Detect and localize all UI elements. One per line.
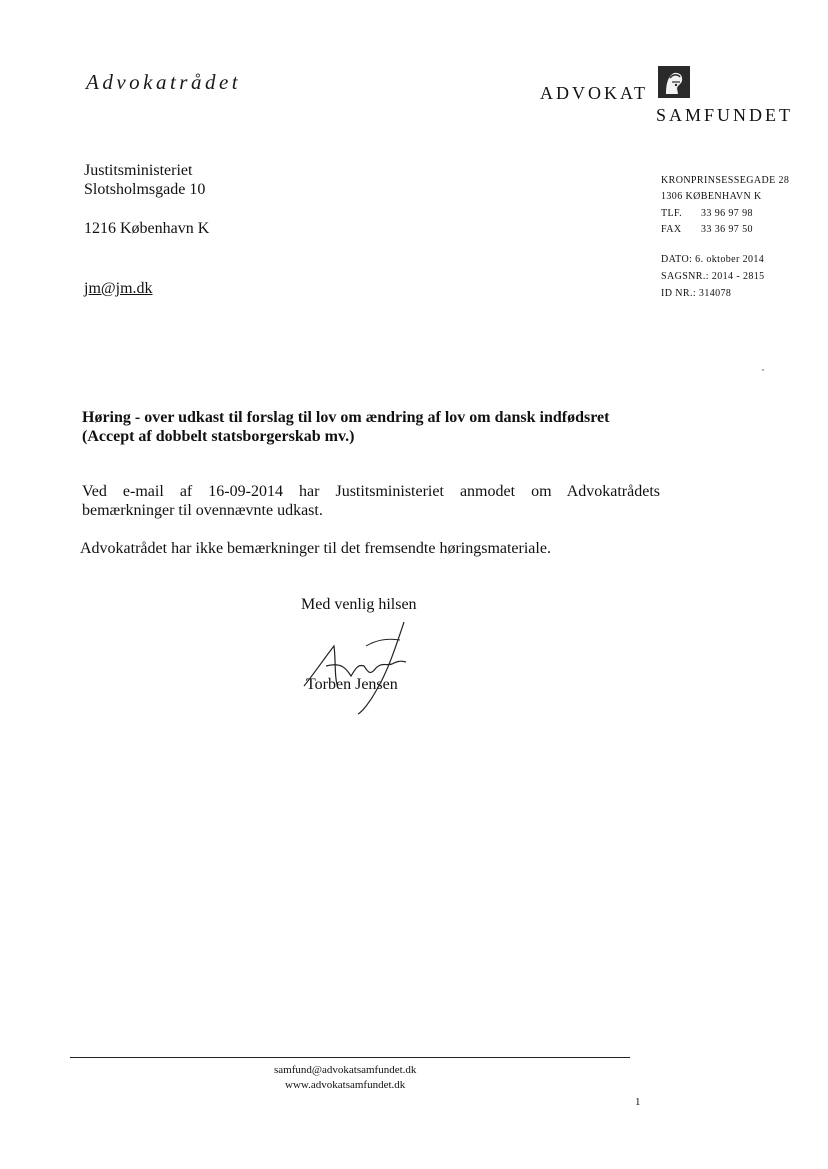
fax-number: 33 36 97 50 [701,224,753,235]
sender-street: KRONPRINSESSEGADE 28 [661,175,790,186]
footer-divider [70,1057,630,1058]
recipient-name: Justitsministeriet [84,162,193,179]
subject-line-2: (Accept af dobbelt statsborgerskab mv.) [82,428,355,445]
footer-website-link[interactable]: www.advokatsamfundet.dk [285,1079,406,1091]
scan-speck [762,369,764,371]
body-paragraph-1: Ved e-mail af 16-09-2014 har Justitsministeriet anmodet om Advokatrådets bemærkninger til ovennævnte udkast. [82,483,660,519]
subject-line-1: Høring - over udkast til forslag til lov om ændring af lov om dansk indfødsret [82,409,610,426]
sender-phone-row [661,208,753,219]
helmet-logo-icon [656,64,692,100]
phone-number: 33 96 97 98 [701,208,753,219]
closing-greeting: Med venlig hilsen [301,596,417,613]
case-number: SAGSNR.: 2014 - 2815 [661,271,765,282]
handwritten-signature [296,616,426,716]
fax-label: FAX [661,224,682,235]
letter-date: DATO: 6. oktober 2014 [661,254,765,265]
letterhead-org-name: Advokatrådet [86,70,242,94]
logo-text-advokat: ADVOKAT [540,83,648,103]
page-number: 1 [635,1096,641,1108]
id-number: ID NR.: 314078 [661,288,732,299]
recipient-city: 1216 København K [84,220,210,237]
phone-label: TLF. [661,208,683,219]
signatory-name: Torben Jensen [306,676,398,693]
sender-fax-row [661,224,753,235]
body-paragraph-2: Advokatrådet har ikke bemærkninger til det fremsendte høringsmateriale. [80,540,551,557]
footer-email-link[interactable]: samfund@advokatsamfundet.dk [274,1064,417,1076]
logo-text-samfundet: SAMFUNDET [656,105,794,125]
recipient-street: Slotsholmsgade 10 [84,181,206,198]
sender-city: 1306 KØBENHAVN K [661,191,762,202]
recipient-email-link[interactable]: jm@jm.dk [84,280,153,297]
